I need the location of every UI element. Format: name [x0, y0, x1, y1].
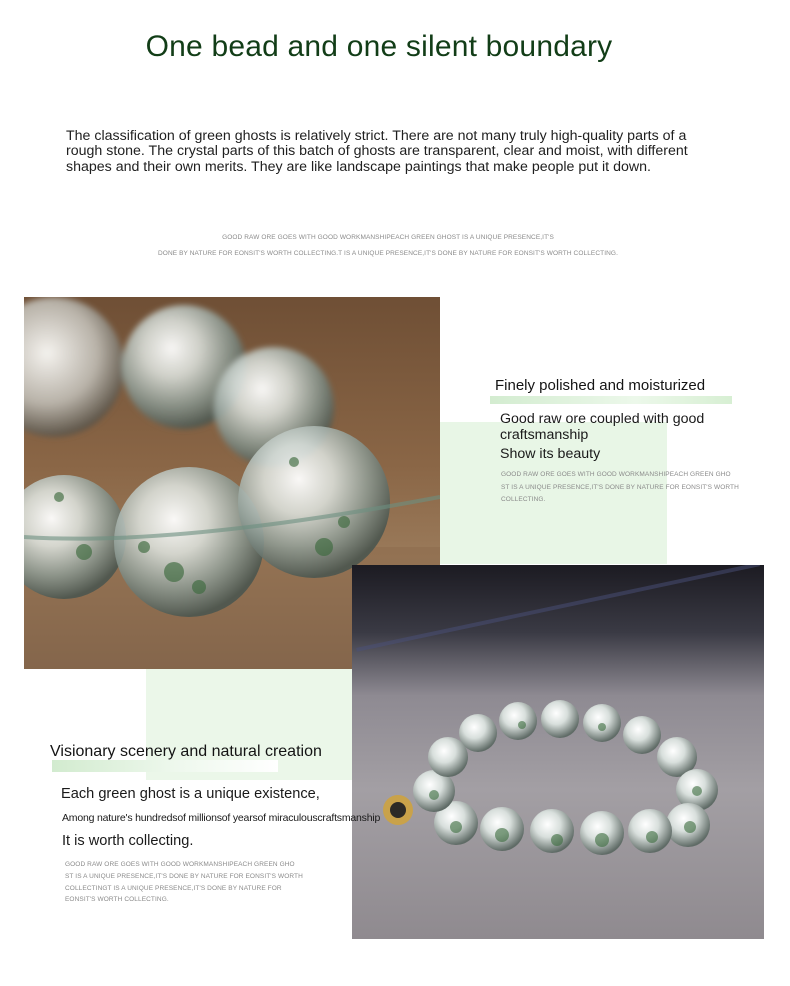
section1-fine-print-1: GOOD RAW ORE GOES WITH GOOD WORKMANSHIPEACH GREEN GHO: [501, 471, 731, 478]
section2-fine-print-3: COLLECTINGT IS A UNIQUE PRESENCE,IT'S DONE BY NATURE FOR: [65, 885, 282, 892]
section1-fine-print-3: COLLECTING.: [501, 496, 546, 503]
section1-line-1: Good raw ore coupled with good craftsmanship: [500, 411, 705, 443]
section1-fine-print-2: ST IS A UNIQUE PRESENCE,IT'S DONE BY NATURE FOR EONSIT'S WORTH: [501, 484, 739, 491]
section2-line-3: It is worth collecting.: [62, 833, 194, 849]
heading-highlight-bar: [490, 396, 732, 404]
section2-heading: Visionary scenery and natural creation: [50, 743, 322, 760]
section2-fine-print-2: ST IS A UNIQUE PRESENCE,IT'S DONE BY NATURE FOR EONSIT'S WORTH: [65, 873, 303, 880]
bracelet-illustration: [352, 565, 764, 939]
section2-line-2: Among nature's hundredsof millionsof yearsof miraculouscraftsmanship: [62, 812, 381, 824]
section1-heading: Finely polished and moisturized: [495, 377, 706, 394]
section1-line-2: Show its beauty: [500, 446, 601, 462]
tagline-line-2: DONE BY NATURE FOR EONSIT'S WORTH COLLECTING.T IS A UNIQUE PRESENCE,IT'S DONE BY NATURE FOR EONSIT'S WORTH COLLECTING.: [158, 250, 618, 257]
section2-fine-print-4: EONSIT'S WORTH COLLECTING.: [65, 896, 169, 903]
page-title: One bead and one silent boundary: [145, 30, 613, 63]
green-panel-upper: [440, 422, 667, 564]
section2-line-1: Each green ghost is a unique existence,: [61, 786, 320, 802]
intro-paragraph: The classification of green ghosts is relatively strict. There are not many truly high-quality parts of a rough stone. The crystal parts of this batch of ghosts are transparent, clear and moist, with different shapes and their own merits. They are like landscape paintings that make people put it down.: [66, 128, 688, 175]
section2-fine-print-1: GOOD RAW ORE GOES WITH GOOD WORKMANSHIPEACH GREEN GHO: [65, 861, 295, 868]
tagline-line-1: GOOD RAW ORE GOES WITH GOOD WORKMANSHIPEACH GREEN GHOST IS A UNIQUE PRESENCE,IT'S: [222, 234, 554, 241]
heading-highlight-bar: [52, 760, 278, 772]
bracelet-photo: [352, 565, 764, 939]
